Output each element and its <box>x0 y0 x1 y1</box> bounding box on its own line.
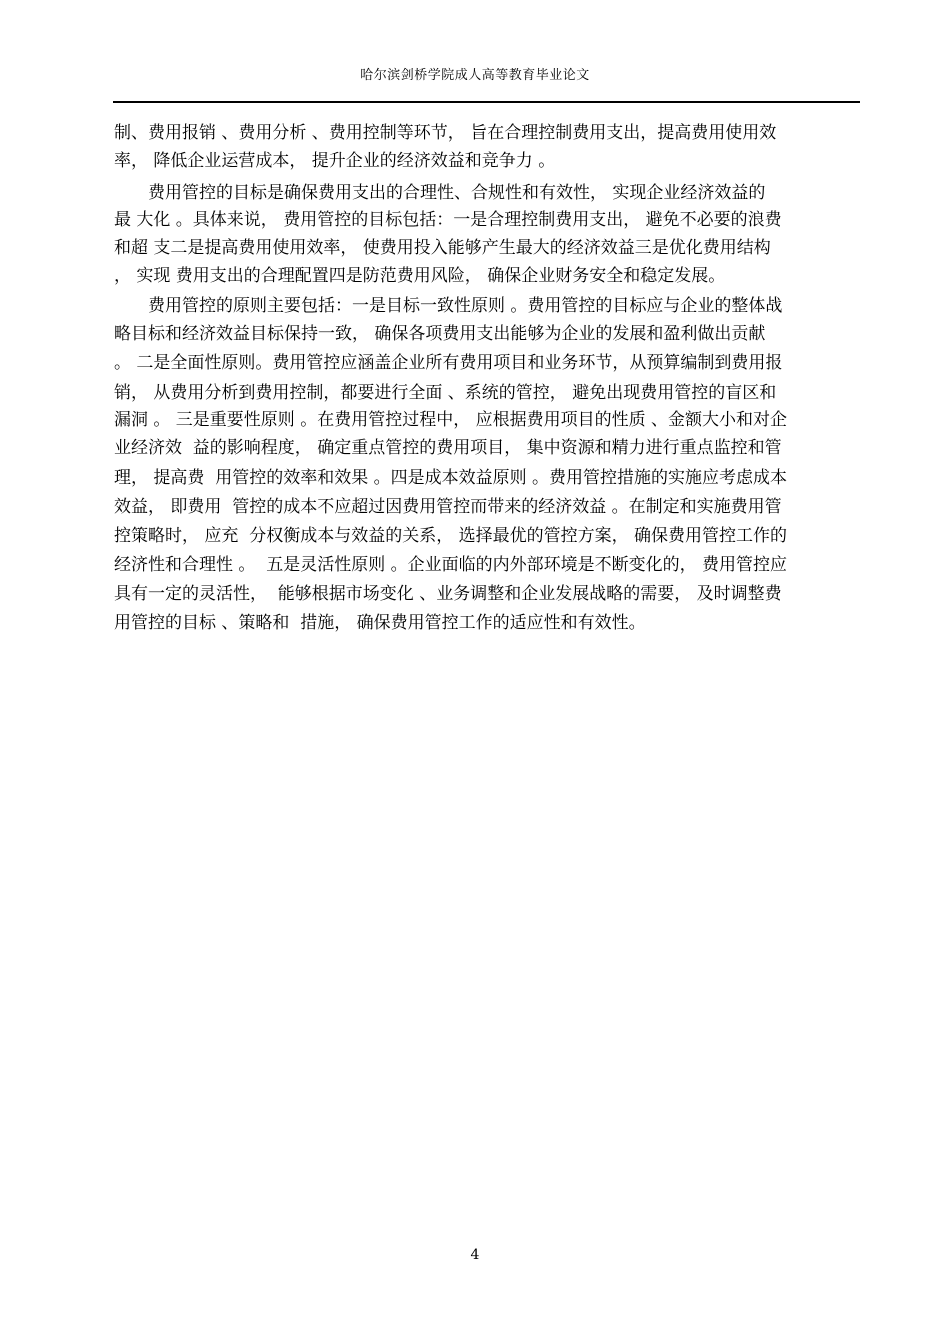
page-number: 4 <box>470 1247 480 1263</box>
text-line: 制、费用报销 、费用分析 、费用控制等环节， 旨在合理控制费用支出，提高费用使用效 <box>114 123 777 143</box>
text-line: 略目标和经济效益目标保持一致， 确保各项费用支出能够为企业的发展和盈利做出贡献 <box>114 324 766 344</box>
text-line: 具有一定的灵活性， 能够根据市场变化 、业务调整和企业发展战略的需要， 及时调整费 <box>114 584 782 604</box>
text-line: 销， 从费用分析到费用控制，都要进行全面 、系统的管控， 避免出现费用管控的盲区和 <box>114 383 777 403</box>
page-header: 哈尔滨剑桥学院成人高等教育毕业论文 <box>360 68 590 83</box>
text-line: 业经济效 益的影响程度， 确定重点管控的费用项目， 集中资源和精力进行重点监控和管 <box>114 438 782 458</box>
text-line: 用管控的目标 、策略和 措施， 确保费用管控工作的适应性和有效性。 <box>114 613 646 633</box>
text-line: 率， 降低企业运营成本， 提升企业的经济效益和竞争力 。 <box>114 151 556 171</box>
text-line: 效益， 即费用 管控的成本不应超过因费用管控而带来的经济效益 。在制定和实施费用管 <box>114 497 782 517</box>
paragraph-start-line: 费用管控的目标是确保费用支出的合理性、合规性和有效性， 实现企业经济效益的 <box>148 183 766 203</box>
text-line: 经济性和合理性 。 五是灵活性原则 。企业面临的内外部环境是不断变化的， 费用管控应 <box>114 555 788 575</box>
text-line: 最 大化 。具体来说， 费用管控的目标包括：一是合理控制费用支出， 避免不必要的浪费 <box>114 210 782 230</box>
text-line: 理， 提高费 用管控的效率和效果 。四是成本效益原则 。费用管控措施的实施应考虑成本 <box>114 468 788 488</box>
text-line: 控策略时， 应充 分权衡成本与效益的关系， 选择最优的管控方案， 确保费用管控工作的 <box>114 526 788 546</box>
text-line: 和超 支二是提高费用使用效率， 使费用投入能够产生最大的经济效益三是优化费用结构 <box>114 238 771 258</box>
text-line: 漏洞 。 三是重要性原则 。在费用管控过程中， 应根据费用项目的性质 、金额大小和对企 <box>114 410 788 430</box>
header-rule <box>113 101 860 103</box>
text-line: 。 二是全面性原则。费用管控应涵盖企业所有费用项目和业务环节，从预算编制到费用报 <box>114 353 783 373</box>
text-line: ， 实现 费用支出的合理配置四是防范费用风险， 确保企业财务安全和稳定发展。 <box>114 266 726 286</box>
paragraph-start-line: 费用管控的原则主要包括：一是目标一致性原则 。费用管控的目标应与企业的整体战 <box>148 296 783 316</box>
